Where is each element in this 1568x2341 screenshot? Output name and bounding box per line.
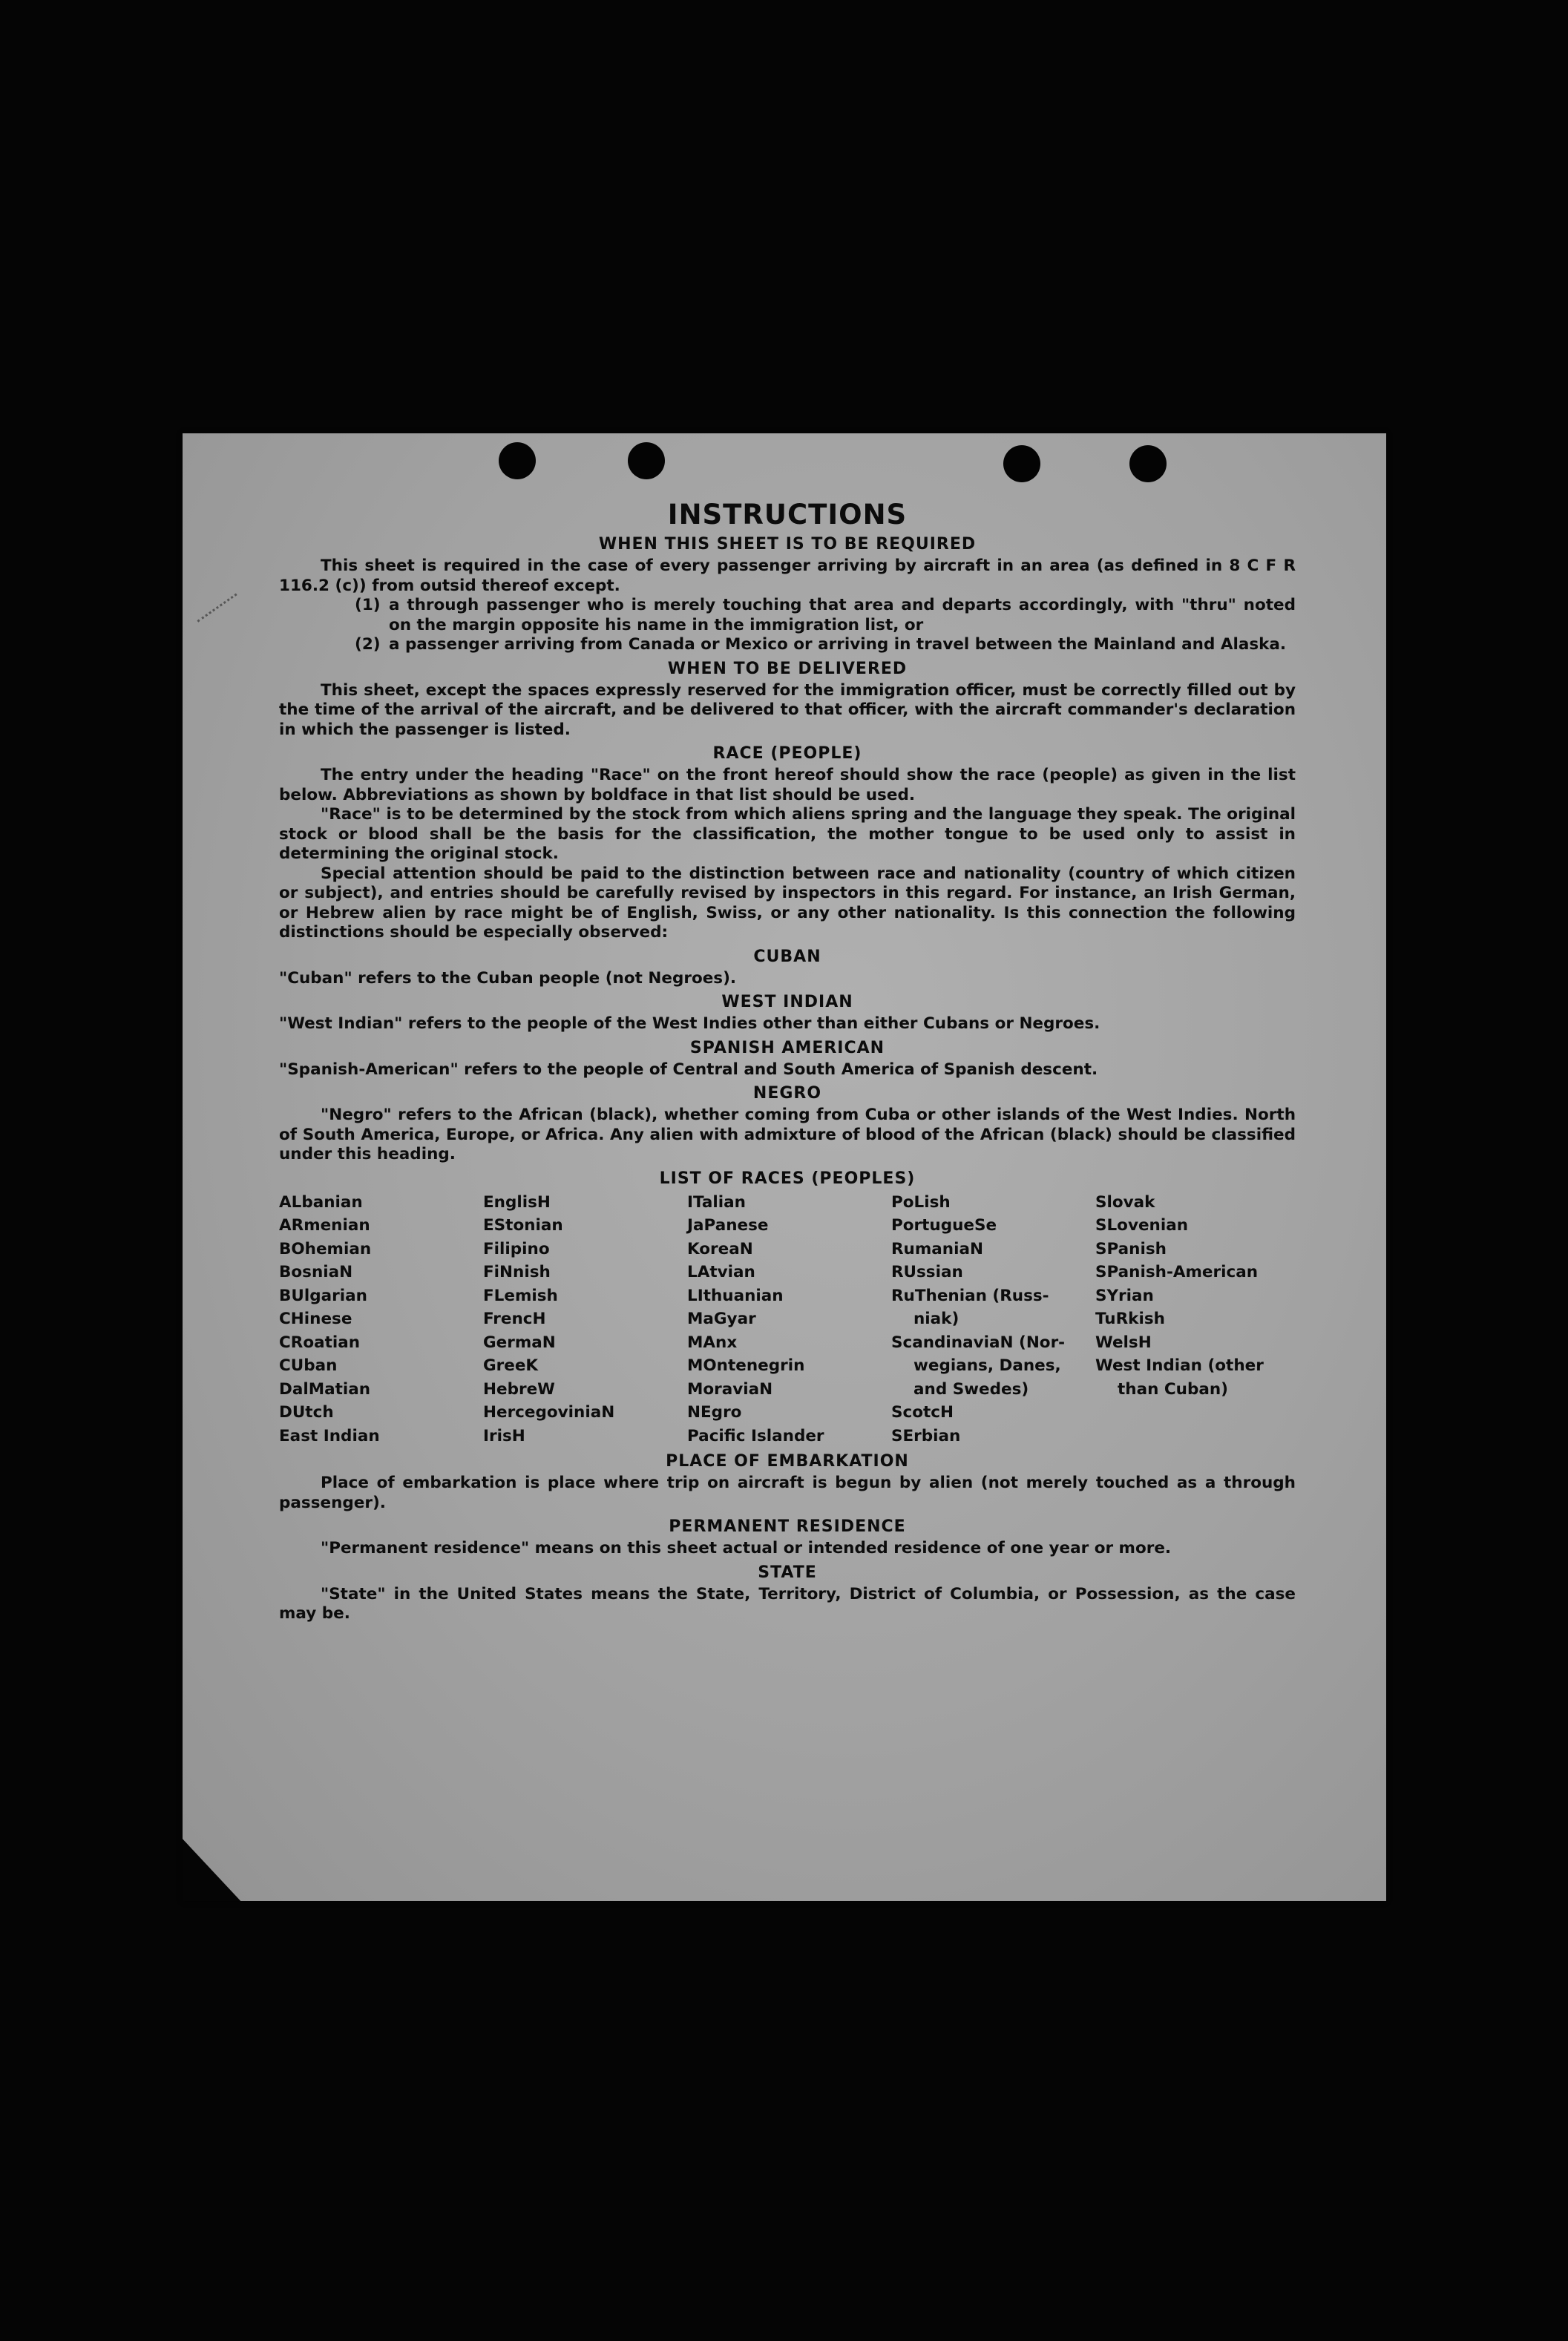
section-paragraph: "State" in the United States means the State, Territory, District of Columbia, or Possession, as the case may be. [279,1584,1296,1623]
section-paragraph: Special attention should be paid to the distinction between race and nationality (country of which citizen or subject), and entries should be carefully revised by inspectors in this regard. For instance, an Irish German, or Hebrew alien by race might be of English, Swiss, or any other nationality. Is this connection the following distinctions should be especially observed: [279,864,1296,942]
section-paragraph: "West Indian" refers to the people of the West Indies other than either Cubans or Negroes. [279,1014,1100,1033]
race-entry: GreeK [483,1356,539,1375]
race-entry: SYrian [1095,1286,1154,1305]
race-entry: CUban [279,1356,338,1375]
race-entry: West Indian (other [1095,1356,1264,1375]
race-entry: EnglisH [483,1192,551,1212]
race-entry: EStonian [483,1216,563,1235]
section-permanent-residence [279,1517,1296,1559]
race-entry: ScandinaviaN (Nor- [891,1333,1066,1352]
race-entry: IrisH [483,1426,525,1445]
section-paragraph: Place of embarkation is place where trip on aircraft is begun by alien (not merely touched as a through passenger). [279,1474,1296,1512]
races-column [483,1191,683,1448]
race-entry: FiNnish [483,1263,551,1281]
section-heading: PLACE OF EMBARKATION [666,1452,909,1471]
race-entry: PortugueSe [891,1216,997,1235]
race-entry: ARmenian [279,1216,370,1235]
race-entry: SPanish-American [1095,1263,1259,1281]
section-heading: RACE (PEOPLE) [712,744,862,763]
race-entry: TuRkish [1095,1310,1165,1328]
races-column [1095,1191,1296,1448]
section-heading: WHEN THIS SHEET IS TO BE REQUIRED [598,535,977,554]
race-entry: RumaniaN [891,1239,983,1258]
race-entry: BOhemian [279,1239,372,1258]
race-entry: WelsH [1095,1333,1152,1352]
race-entry: DUtch [279,1403,334,1422]
punch-hole-1 [499,442,536,479]
section-paragraph: "Permanent residence" means on this sheet actual or intended residence of one year or more. [321,1539,1172,1557]
punch-hole-4 [1129,445,1167,482]
race-entry: Pacific Islander [687,1426,824,1445]
races-table [279,1191,1296,1448]
race-entry: DalMatian [279,1379,371,1399]
race-entry: LIthuanian [687,1286,784,1305]
race-entry: HebreW [483,1379,555,1399]
instructions-content [279,499,1296,1624]
punch-hole-3 [1003,445,1040,482]
race-entry: RuThenian (Russ- [891,1286,1049,1305]
race-entry: KoreaN [687,1239,753,1258]
section-place-of-embarkation [279,1452,1296,1513]
race-entry: JaPanese [687,1216,769,1235]
race-entry: and Swedes) [913,1379,1029,1399]
section-paragraph: "Race" is to be determined by the stock from which aliens spring and the language they speak. The original stock or blood shall be the basis for the classification, the mother tongue to be used only to assist in determining the original stock. [279,805,1296,863]
race-entry: PoLish [891,1192,951,1212]
exception-item [355,635,1296,655]
race-entry: RUssian [891,1263,963,1281]
race-entry: HercegoviniaN [483,1403,615,1422]
section-heading: STATE [758,1563,817,1582]
race-entry: FLemish [483,1286,558,1305]
race-entry: Slovak [1095,1192,1155,1212]
section-heading: LIST OF RACES (PEOPLES) [659,1169,916,1188]
race-entry: MOntenegrin [687,1356,805,1375]
item-number: (1) [355,596,381,614]
race-entry: than Cuban) [1118,1379,1228,1399]
section-when-required [279,535,1296,655]
folded-corner [183,1836,243,1901]
item-text: a through passenger who is merely touching that area and departs accordingly, with "thru" noted on the margin opposite his name in the immigration list, or [389,596,1296,634]
race-entry: ScotcH [891,1403,954,1422]
races-column [279,1191,479,1448]
section-heading: WHEN TO BE DELIVERED [667,659,908,678]
race-entry: BosniaN [279,1263,353,1281]
section-paragraph: "Negro" refers to the African (black), whether coming from Cuba or other islands of the West Indies. North of South America, Europe, or Africa. Any alien with admixture of blood of the African (black) should be classified under this heading. [279,1106,1296,1163]
section-list-of-races [279,1169,1296,1448]
race-entry: CHinese [279,1310,352,1328]
race-entry: ALbanian [279,1192,363,1212]
race-entry: MaGyar [687,1310,756,1328]
section-state [279,1563,1296,1624]
race-entry: SPanish [1095,1239,1167,1258]
races-column [891,1191,1092,1448]
page-title: INSTRUCTIONS [667,499,908,531]
item-text: a passenger arriving from Canada or Mexico or arriving in travel between the Mainland and Alaska. [389,635,1287,654]
section-paragraph: This sheet is required in the case of every passenger arriving by aircraft in an area (as defined in 8 C F R 116.2 (c)) from outsid thereof except. [279,556,1296,595]
race-entry: FrencH [483,1310,546,1328]
section-paragraph: This sheet, except the spaces expressly reserved for the immigration officer, must be correctly filled out by the time of the arrival of the aircraft, and be delivered to that officer, with the aircraft commander's declaration in which the passenger is listed. [279,680,1296,739]
section-heading: NEGRO [752,1084,822,1103]
race-entry: SErbian [891,1426,961,1445]
section-west-indian [279,993,1296,1034]
section-when-delivered [279,660,1296,741]
section-paragraph: "Spanish-American" refers to the people of Central and South America of Spanish descent. [279,1060,1098,1079]
item-number: (2) [355,635,381,654]
race-entry: NEgro [687,1403,742,1422]
section-negro [279,1084,1296,1165]
race-entry: GermaN [483,1333,556,1352]
race-entry: Filipino [483,1239,550,1258]
section-cuban [279,948,1296,989]
punch-hole-2 [628,442,665,479]
section-heading: WEST INDIAN [721,993,853,1011]
race-entry: ITalian [687,1192,746,1212]
race-entry: MoraviaN [687,1379,773,1399]
section-race [279,744,1296,943]
race-entry: wegians, Danes, [913,1356,1061,1375]
section-paragraph: The entry under the heading "Race" on the front hereof should show the race (people) as given in the list below. Abbreviations as shown by boldface in that list should be used. [279,766,1296,804]
race-entry: LAtvian [687,1263,755,1281]
document-sheet [183,433,1386,1901]
section-heading: CUBAN [753,947,821,966]
races-column [687,1191,888,1448]
section-heading: SPANISH AMERICAN [689,1038,885,1057]
race-entry: niak) [913,1310,960,1328]
section-heading: PERMANENT RESIDENCE [669,1517,906,1536]
race-entry: BUlgarian [279,1286,367,1305]
race-entry: SLovenian [1095,1216,1189,1235]
race-entry: MAnx [687,1333,738,1352]
section-spanish-american [279,1039,1296,1080]
race-entry: East Indian [279,1426,380,1445]
exception-item [355,596,1296,635]
section-paragraph: "Cuban" refers to the Cuban people (not Negroes). [279,968,737,988]
faint-stamp-mark [197,594,254,647]
race-entry: CRoatian [279,1333,361,1352]
